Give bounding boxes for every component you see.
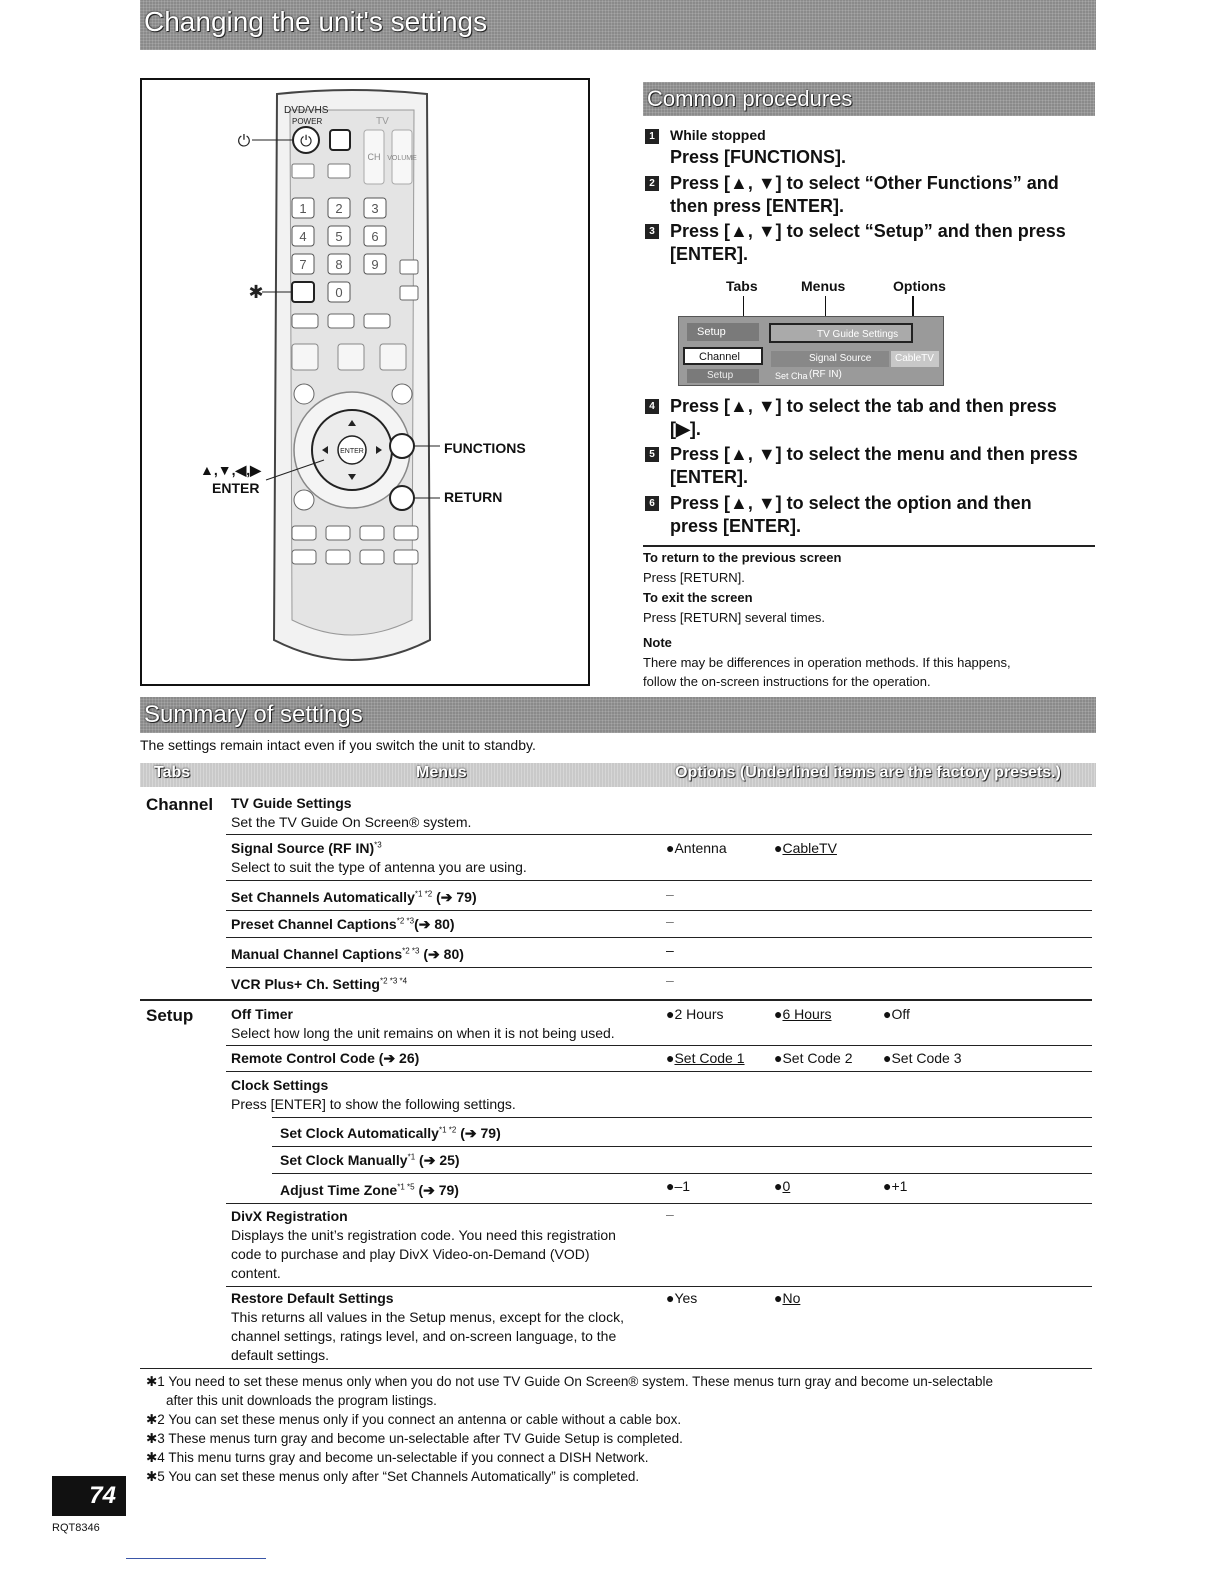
remote-illustration-box [140, 78, 590, 686]
power-callout-glyph: ⏻ [237, 133, 251, 150]
note-heading: Note [643, 635, 672, 650]
guide-button [294, 384, 314, 404]
svg-text:1: 1 [299, 201, 307, 216]
col-options: Options (Underlined items are the factory presets.) [675, 764, 1061, 781]
divider [643, 545, 1095, 547]
remote-illustration [142, 80, 588, 684]
opt-antenna: ●Antenna [666, 840, 727, 856]
screen-options-label: Options [893, 278, 946, 294]
screen-channel-tab: Channel [683, 347, 763, 365]
row-divider [226, 937, 1092, 938]
desc-divx-line-1: Displays the unit’s registration code. You need this registration [231, 1227, 616, 1243]
svg-text:2: 2 [335, 201, 343, 216]
opt-set-code-3: ●Set Code 3 [883, 1050, 962, 1066]
opt-yes: ●Yes [666, 1290, 698, 1306]
note-line-1: There may be differences in operation methods. If this happens, [643, 655, 1011, 670]
step-5-number: 5 [645, 447, 659, 462]
remote-tv-text: TV [376, 116, 389, 127]
table-header [140, 763, 1096, 787]
svg-text:4: 4 [299, 229, 307, 244]
row-divider [226, 1045, 1092, 1046]
opt-set-channels: – [666, 886, 674, 902]
svg-text:7: 7 [299, 257, 307, 272]
step-6-line2: press [ENTER]. [670, 516, 802, 536]
functions-label: FUNCTIONS [444, 440, 526, 456]
step-2-line2: then press [ENTER]. [670, 196, 845, 216]
opt-tz-minus-1: ●–1 [666, 1178, 691, 1194]
desc-tv-guide: Set the TV Guide On Screen® system. [231, 814, 472, 830]
svg-text:8: 8 [335, 257, 343, 272]
page-number: 74 [52, 1476, 126, 1516]
functions-button [390, 434, 414, 458]
row-divider [226, 967, 1092, 968]
summary-intro: The settings remain intact even if you switch the unit to standby. [140, 737, 536, 753]
note-line-2: follow the on-screen instructions for the operation. [643, 674, 931, 689]
return-button [390, 486, 414, 510]
menu-signal-source: Signal Source (RF IN)$^{*3}$ [231, 840, 382, 856]
opt-manual-captions: – [666, 942, 674, 958]
common-procedures-banner [643, 82, 1095, 116]
desc-restore-line-2: channel settings, ratings level, and on-screen language, to the [231, 1328, 617, 1344]
desc-restore-line-3: default settings. [231, 1347, 330, 1363]
display-button [392, 384, 412, 404]
cancel-key [292, 282, 314, 302]
screen-tabs-label: Tabs [726, 278, 758, 294]
remote-power-text: POWER [292, 117, 323, 126]
menu-tv-guide: TV Guide Settings [231, 795, 352, 811]
opt-off: ●Off [883, 1006, 910, 1022]
page-title: Changing the unit's settings [144, 6, 488, 37]
menu-set-clock-manual: Set Clock Manually$^{*1}$ (➔ 25) [280, 1152, 460, 1168]
step-1-prefix: While stopped [670, 127, 766, 143]
row-divider [226, 1286, 1092, 1287]
table-bottom-divider [140, 1368, 1092, 1369]
remote-dvdvhs-text: DVD/VHS [284, 105, 329, 116]
return-label: RETURN [444, 489, 503, 505]
asterisk-callout: ✱ [248, 282, 264, 302]
opt-preset-captions: – [666, 913, 674, 929]
step-1-number: 1 [645, 129, 659, 144]
tv-power-button [330, 130, 350, 150]
menu-clock-settings: Clock Settings [231, 1077, 329, 1093]
menu-preset-captions: Preset Channel Captions$^{*2 *3}$(➔ 80) [231, 916, 455, 932]
page-title-banner [140, 0, 1096, 50]
menu-set-clock-auto: Set Clock Automatically$^{*1 *2}$ (➔ 79) [280, 1125, 501, 1141]
return-heading: To return to the previous screen [643, 550, 842, 565]
row-divider [226, 1203, 1092, 1204]
footnote-3: ✱3 These menus turn gray and become un-selectable after TV Guide Setup is completed. [146, 1431, 683, 1446]
step-3-number: 3 [645, 224, 659, 239]
opt-set-code-1: ●Set Code 1 [666, 1050, 745, 1066]
opt-cabletv: ●CableTV [774, 840, 837, 856]
misc-button [294, 490, 314, 510]
opt-tz-0: ●0 [774, 1178, 791, 1194]
power-button-glyph: ⏻ [300, 133, 312, 150]
menu-manual-captions: Manual Channel Captions$^{*2 *3}$ (➔ 80) [231, 946, 464, 962]
small-button [292, 164, 314, 178]
arrows-label: ▲,▼,◀,▶ [200, 462, 261, 478]
row-divider [226, 880, 1092, 881]
bottom-rule [126, 1558, 266, 1559]
exit-heading: To exit the screen [643, 590, 753, 605]
opt-no: ●No [774, 1290, 801, 1306]
col-menus: Menus [416, 764, 467, 781]
tab-channel: Channel [146, 795, 214, 814]
desc-clock-settings: Press [ENTER] to show the following settings. [231, 1096, 516, 1112]
doc-code: RQT8346 [52, 1522, 100, 1534]
opt-2-hours: ●2 Hours [666, 1006, 724, 1022]
screen-menu-signal: Signal Source (RF IN) [771, 351, 889, 367]
menu-adjust-time-zone: Adjust Time Zone$^{*1 *5}$ (➔ 79) [280, 1182, 459, 1198]
screen-menus-label: Menus [801, 278, 846, 294]
summary-title: Summary of settings [144, 701, 363, 728]
menu-vcr-plus: VCR Plus+ Ch. Setting$^{*2 *3 *4}$ [231, 976, 408, 992]
col-tabs: Tabs [154, 764, 191, 781]
step-5-line1: Press [▲, ▼] to select the menu and then press [670, 444, 1078, 464]
opt-divx: – [666, 1206, 674, 1222]
svg-text:9: 9 [371, 257, 379, 272]
desc-divx-line-3: content. [231, 1265, 281, 1281]
volume-text: VOLUME [387, 155, 417, 162]
desc-off-timer: Select how long the unit remains on when it is not being used. [231, 1025, 615, 1041]
menu-restore-defaults: Restore Default Settings [231, 1290, 394, 1306]
desc-restore-line-1: This returns all values in the Setup menus, except for the clock, [231, 1309, 624, 1325]
footnote-4: ✱4 This menu turns gray and become un-selectable if you connect a DISH Network. [146, 1450, 649, 1465]
step-4-line2: [▶]. [670, 419, 701, 439]
menu-remote-code: Remote Control Code (➔ 26) [231, 1050, 420, 1066]
footnote-1-cont: after this unit downloads the program listings. [166, 1393, 437, 1408]
side-key [400, 286, 418, 300]
footnote-5: ✱5 You can set these menus only after “Set Channels Automatically” is completed. [146, 1469, 640, 1484]
enter-key-text: ENTER [340, 448, 364, 455]
row-divider [272, 1173, 1092, 1174]
svg-text:3: 3 [371, 201, 379, 216]
screen-setup-tab: Setup [687, 323, 759, 341]
step-3-line2: [ENTER]. [670, 244, 748, 264]
summary-banner [140, 697, 1096, 733]
step-6-line1: Press [▲, ▼] to select the option and then [670, 493, 1032, 513]
step-4-number: 4 [645, 399, 659, 414]
enter-label: ENTER [212, 480, 260, 496]
opt-vcr-plus: – [666, 972, 674, 988]
opt-6-hours: ●6 Hours [774, 1006, 832, 1022]
opt-tz-plus-1: ●+1 [883, 1178, 908, 1194]
step-6-number: 6 [645, 496, 659, 511]
step-2-line1: Press [▲, ▼] to select “Other Functions” and [670, 173, 1059, 193]
footnote-1: ✱1 You need to set these menus only when you do not use TV Guide On Screen® system. These menus turn gray and become un-selectable [146, 1374, 994, 1389]
screen-menu-setch: Set Cha [775, 371, 808, 381]
exit-text: Press [RETURN] several times. [643, 610, 826, 625]
desc-divx-line-2: code to purchase and play DivX Video-on-Demand (VOD) [231, 1246, 590, 1262]
desc-signal-source: Select to suit the type of antenna you are using. [231, 859, 527, 875]
screen-setup-tab-2: Setup [687, 369, 759, 383]
row-divider [226, 834, 1092, 835]
step-2-number: 2 [645, 176, 659, 191]
footnote-2: ✱2 You can set these menus only if you connect an antenna or cable without a cable box. [146, 1412, 682, 1427]
return-text: Press [RETURN]. [643, 570, 745, 585]
common-procedures-title: Common procedures [647, 86, 853, 111]
screen-option-cabletv: CableTV [891, 351, 939, 367]
screen-menu-tv-guide: TV Guide Settings [769, 323, 913, 343]
side-key [400, 260, 418, 274]
svg-text:6: 6 [371, 229, 379, 244]
menu-off-timer: Off Timer [231, 1006, 293, 1022]
row-divider [226, 910, 1092, 911]
opt-set-code-2: ●Set Code 2 [774, 1050, 853, 1066]
menu-divx-registration: DivX Registration [231, 1208, 348, 1224]
step-1: Press [FUNCTIONS]. [670, 147, 847, 167]
step-3-line1: Press [▲, ▼] to select “Setup” and then press [670, 221, 1066, 241]
step-4-line1: Press [▲, ▼] to select the tab and then press [670, 396, 1057, 416]
tab-setup: Setup [146, 1006, 194, 1025]
svg-text:0: 0 [335, 285, 343, 300]
row-divider [272, 1146, 1092, 1147]
small-button [328, 164, 350, 178]
setup-screen-image [678, 316, 944, 386]
section-divider [140, 999, 1092, 1001]
row-divider [272, 1117, 1092, 1118]
step-5-line2: [ENTER]. [670, 467, 748, 487]
row-divider [226, 1071, 1092, 1072]
ch-text: CH [367, 152, 381, 162]
svg-text:5: 5 [335, 229, 343, 244]
menu-set-channels: Set Channels Automatically$^{*1 *2}$ (➔ 79) [231, 889, 477, 905]
